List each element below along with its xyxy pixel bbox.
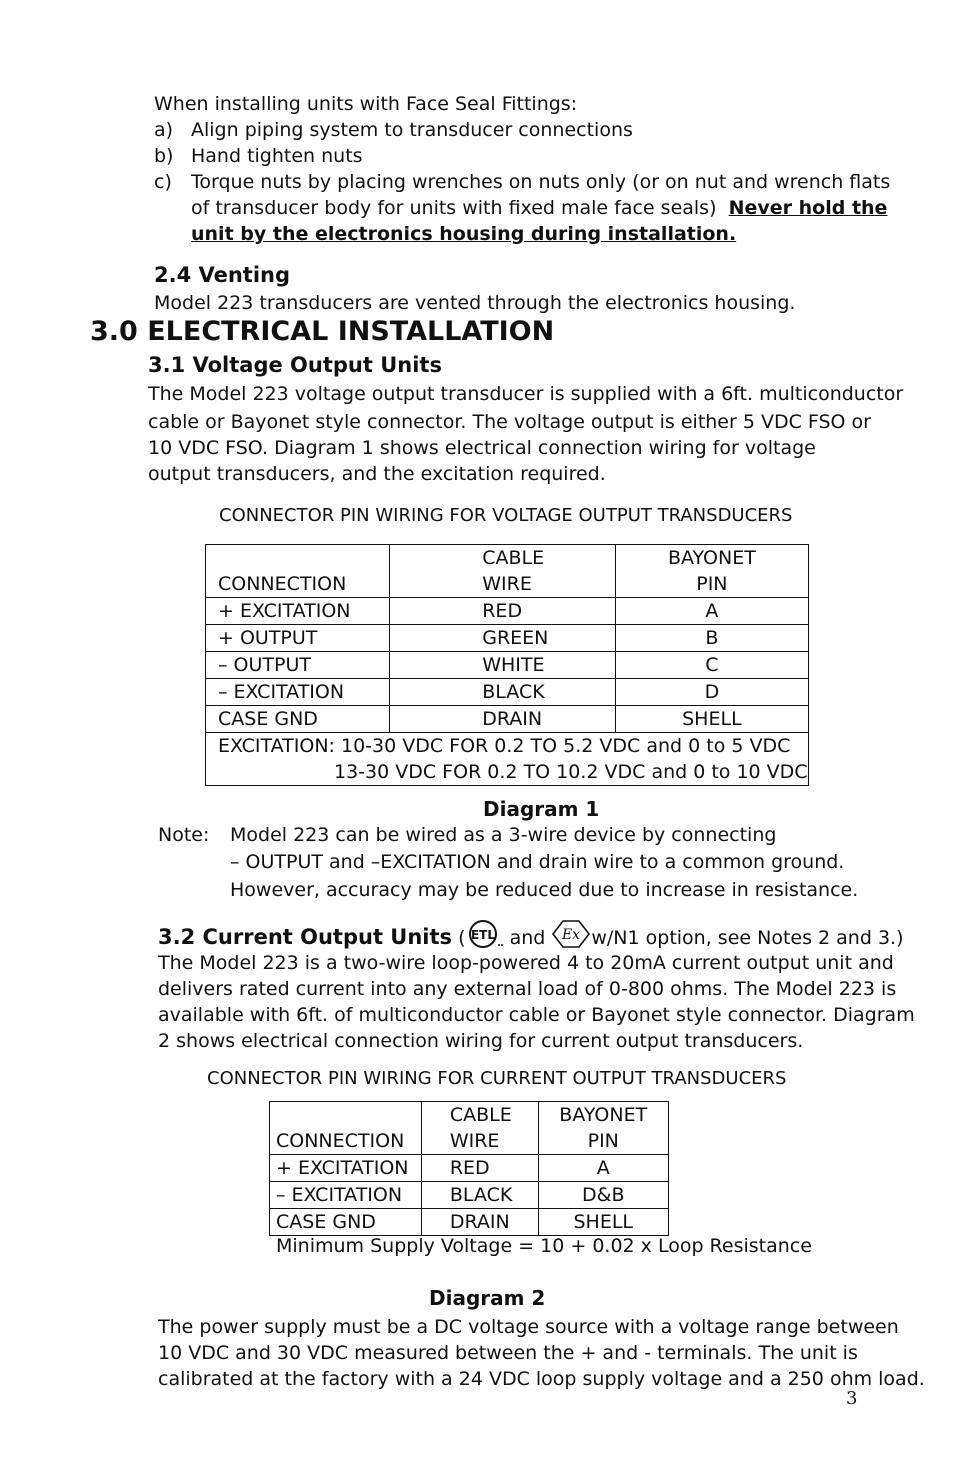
cell-connection: + EXCITATION bbox=[206, 598, 390, 625]
section-heading: 3.0 ELECTRICAL INSTALLATION bbox=[90, 316, 555, 347]
cell-pin: C bbox=[616, 652, 808, 679]
table-row bbox=[270, 1182, 669, 1209]
voltage-wiring-table bbox=[205, 544, 809, 786]
cell-wire: BLACK bbox=[421, 1182, 538, 1209]
voltage-heading: 3.1 Voltage Output Units bbox=[148, 353, 442, 377]
table-row bbox=[206, 625, 809, 652]
header-connection: CONNECTION bbox=[270, 1102, 422, 1155]
venting-text: Model 223 transducers are vented through the electronics housing. bbox=[154, 292, 796, 314]
header-bayonet-pin: BAYONET PIN bbox=[538, 1102, 668, 1155]
cell-connection: + EXCITATION bbox=[270, 1155, 422, 1182]
list-item-continued bbox=[191, 195, 887, 221]
cell-connection: – EXCITATION bbox=[206, 679, 390, 706]
excitation-line: 13-30 VDC FOR 0.2 TO 10.2 VDC and 0 to 10 VDC bbox=[334, 761, 808, 783]
table-row bbox=[270, 1155, 669, 1182]
diagram-label: Diagram 2 bbox=[429, 1286, 546, 1310]
ex-mark: Ex bbox=[562, 927, 581, 943]
note-line: – OUTPUT and –EXCITATION and drain wire to a common ground. bbox=[230, 851, 845, 873]
note-line: However, accuracy may be reduced due to increase in resistance. bbox=[230, 879, 859, 901]
cell-pin: A bbox=[616, 598, 808, 625]
cell-pin: SHELL bbox=[616, 706, 808, 733]
cell-wire: RED bbox=[390, 598, 616, 625]
paragraph-line: The Model 223 is a two-wire loop-powered 4 to 20mA current output unit and bbox=[158, 952, 894, 974]
table-title: CONNECTOR PIN WIRING FOR VOLTAGE OUTPUT TRANSDUCERS bbox=[219, 505, 793, 526]
venting-heading: 2.4 Venting bbox=[154, 263, 291, 287]
paragraph-line: 10 VDC FSO. Diagram 1 shows electrical connection wiring for voltage bbox=[148, 437, 816, 459]
note-line: Model 223 can be wired as a 3-wire device by connecting bbox=[230, 824, 777, 846]
paragraph-line: output transducers, and the excitation required. bbox=[148, 463, 606, 485]
paragraph-line: 2 shows electrical connection wiring for current output transducers. bbox=[158, 1030, 804, 1052]
table-header-row bbox=[270, 1102, 669, 1155]
excitation-cell bbox=[206, 733, 809, 786]
paragraph-line: calibrated at the factory with a 24 VDC loop supply voltage and a 250 ohm load. bbox=[158, 1368, 925, 1390]
header-bayonet-pin: BAYONET PIN bbox=[616, 545, 808, 598]
min-supply-formula: Minimum Supply Voltage = 10 + 0.02 x Loop Resistance bbox=[276, 1235, 812, 1257]
cell-connection: + OUTPUT bbox=[206, 625, 390, 652]
paragraph-line: 10 VDC and 30 VDC measured between the + and - terminals. The unit is bbox=[158, 1342, 858, 1364]
paragraph-line: available with 6ft. of multiconductor cable or Bayonet style connector. Diagram bbox=[158, 1004, 915, 1026]
cell-pin: SHELL bbox=[538, 1209, 668, 1236]
page-number: 3 bbox=[846, 1388, 858, 1409]
face-seal-intro: When installing units with Face Seal Fittings: bbox=[154, 93, 578, 115]
list-item: Hand tighten nuts bbox=[191, 145, 363, 167]
table-header-row bbox=[206, 545, 809, 598]
table-row bbox=[206, 706, 809, 733]
installation-warning: unit by the electronics housing during installation. bbox=[191, 223, 737, 245]
list-item-text: of transducer body for units with fixed male face seals) bbox=[191, 197, 717, 219]
paragraph-line: delivers rated current into any external load of 0-800 ohms. The Model 223 is bbox=[158, 978, 897, 1000]
cell-wire: RED bbox=[421, 1155, 538, 1182]
paragraph-line: cable or Bayonet style connector. The voltage output is either 5 VDC FSO or bbox=[148, 411, 871, 433]
list-marker: a) bbox=[154, 119, 174, 141]
cell-wire: GREEN bbox=[390, 625, 616, 652]
table-row bbox=[206, 652, 809, 679]
installation-warning: Never hold the bbox=[728, 197, 888, 219]
table-row bbox=[270, 1209, 669, 1236]
cell-wire: WHITE bbox=[390, 652, 616, 679]
diagram-label: Diagram 1 bbox=[483, 797, 600, 821]
cell-connection: CASE GND bbox=[206, 706, 390, 733]
etl-mark: ETL bbox=[470, 928, 495, 942]
excitation-line: EXCITATION: 10-30 VDC FOR 0.2 TO 5.2 VDC and 0 to 5 VDC bbox=[218, 735, 791, 757]
option-text: w/N1 option, see Notes 2 and 3.) bbox=[591, 927, 904, 949]
excitation-row bbox=[206, 733, 809, 786]
cell-pin: D bbox=[616, 679, 808, 706]
cell-connection: – OUTPUT bbox=[206, 652, 390, 679]
table-title: CONNECTOR PIN WIRING FOR CURRENT OUTPUT TRANSDUCERS bbox=[207, 1068, 787, 1089]
cell-connection: CASE GND bbox=[270, 1209, 422, 1236]
cell-connection: – EXCITATION bbox=[270, 1182, 422, 1209]
current-heading: 3.2 Current Output Units bbox=[158, 925, 453, 949]
cell-wire: BLACK bbox=[390, 679, 616, 706]
paragraph-line: The power supply must be a DC voltage source with a voltage range between bbox=[158, 1316, 899, 1338]
paren-open: ( bbox=[458, 927, 466, 949]
table-row bbox=[206, 679, 809, 706]
list-item: Torque nuts by placing wrenches on nuts only (or on nut and wrench flats bbox=[191, 171, 891, 193]
cell-wire: DRAIN bbox=[390, 706, 616, 733]
note-label: Note: bbox=[158, 824, 210, 846]
paragraph-line: The Model 223 voltage output transducer is supplied with a 6ft. multiconductor bbox=[148, 383, 904, 405]
current-wiring-table bbox=[269, 1101, 669, 1236]
cell-pin: A bbox=[538, 1155, 668, 1182]
cell-pin: D&B bbox=[538, 1182, 668, 1209]
header-cable-wire: CABLE WIRE bbox=[421, 1102, 538, 1155]
and-text: and bbox=[509, 927, 546, 949]
cell-pin: B bbox=[616, 625, 808, 652]
cell-wire: DRAIN bbox=[421, 1209, 538, 1236]
header-connection: CONNECTION bbox=[206, 545, 390, 598]
header-cable-wire: CABLE WIRE bbox=[390, 545, 616, 598]
list-marker: c) bbox=[154, 171, 172, 193]
list-marker: b) bbox=[154, 145, 174, 167]
list-item: Align piping system to transducer connections bbox=[191, 119, 633, 141]
table-row bbox=[206, 598, 809, 625]
